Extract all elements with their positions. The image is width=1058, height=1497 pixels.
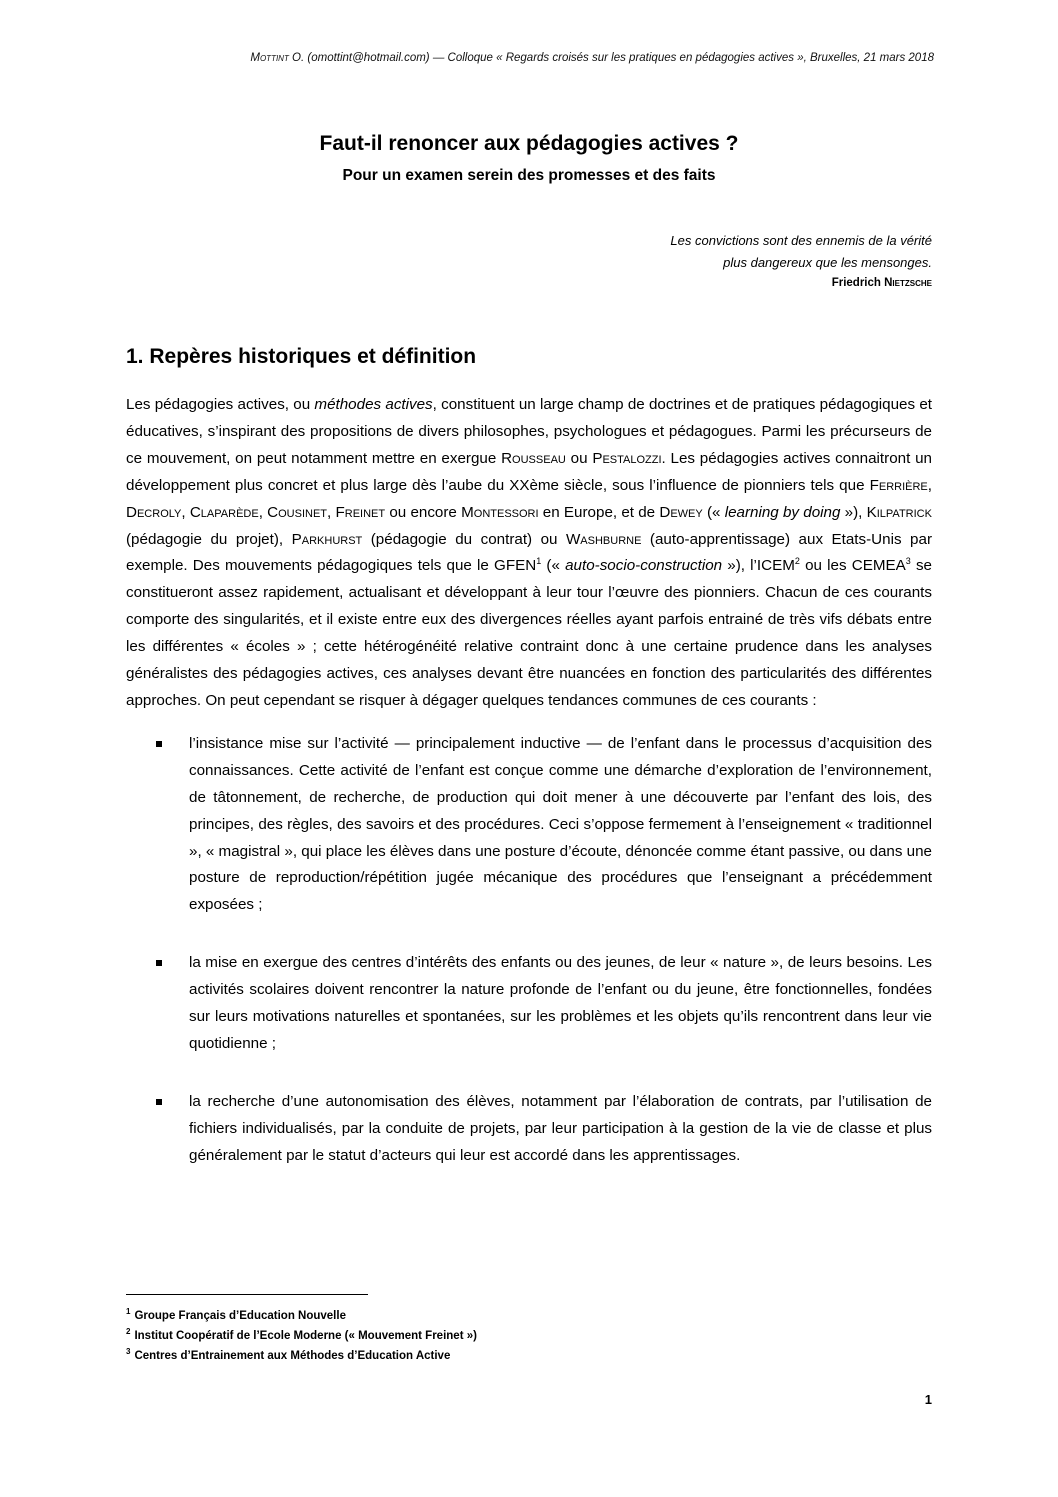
text: ou encore — [385, 503, 462, 521]
section-heading: 1. Repères historiques et définition — [126, 345, 477, 368]
name-montessori: Montessori — [461, 503, 539, 521]
footnote-3 — [126, 1346, 477, 1366]
name-dewey: Dewey — [659, 503, 703, 521]
name-rousseau: Rousseau — [501, 449, 566, 467]
text: (pédagogie du contrat) ou — [362, 530, 566, 548]
list-item — [126, 950, 932, 1058]
name-washburne: Washburne — [565, 530, 642, 548]
epigraph-line-2: plus dangereux que les mensonges. — [723, 255, 932, 270]
text: Les pédagogies actives, ou — [126, 396, 315, 413]
list-item — [126, 731, 932, 919]
section-body — [126, 392, 932, 1201]
footnote-number: 2 — [126, 1327, 131, 1337]
name-cousinet: Cousinet — [267, 503, 328, 521]
footnote-number: 1 — [126, 1307, 131, 1317]
running-header — [250, 52, 934, 64]
text: se constitueront assez rapidement, actualisant et développant à leur tour l’œuvre des pionniers. Chacun de ces courants comporte des singularités, et il existe entre eux des divergences réelles ayant parfois entrainé de très vifs débats entre les différentes « écoles » ; cette hétérogénéité relative contraint donc à une certaine prudence dans les analyses généralistes des pédagogies actives, ces analyses devant être nuancées en fonction des particularités des différentes approches. On peut cependant se risquer à dégager quelques tendances communes de ces courants : — [126, 557, 932, 709]
text: (« — [702, 503, 725, 521]
name-decroly: Decroly — [126, 503, 182, 521]
footnote-1 — [126, 1306, 477, 1326]
footnote-2 — [126, 1326, 477, 1346]
text: (pédagogie du projet), — [126, 530, 292, 548]
page-subtitle: Pour un examen serein des promesses et des faits — [342, 167, 716, 184]
text: en Europe, et de — [538, 503, 660, 521]
name-claparede: Claparède — [189, 503, 259, 521]
footnote-number: 3 — [126, 1347, 131, 1357]
page-number: 1 — [924, 1392, 932, 1407]
epigraph-author-last: Nietzsche — [884, 277, 932, 289]
text-italic: méthodes actives — [314, 396, 433, 413]
text-italic: auto-socio-construction — [565, 557, 723, 575]
footnote-ref-1[interactable]: 1 — [536, 556, 542, 567]
name-ferriere: Ferrière — [869, 476, 928, 494]
text: . Les pédagogies actives connaitront un développement plus concret et plus large dès l’aube du XXème siècle, sous l’influence de pionniers tels que — [126, 449, 932, 494]
text-italic: learning by doing — [724, 503, 841, 521]
header-author-initial: O. — [292, 52, 305, 64]
header-event: — Colloque « Regards croisés sur les pratiques en pédagogies actives », Bruxelles, 21 mars 2018 — [432, 52, 934, 64]
square-bullet-icon — [156, 960, 162, 966]
footnote-ref-2[interactable]: 2 — [794, 556, 800, 567]
name-pestalozzi: Pestalozzi — [592, 449, 662, 467]
epigraph-author — [670, 274, 932, 292]
list-item-text: l’insistance mise sur l’activité — principalement inductive — de l’enfant dans le processus d’acquisition des connaissances. Cette activité de l’enfant est conçue comme une démarche d’exploration de l’environnement, de tâtonnement, de recherche, de production qui doit mener à une découverte par l’enfant des lois, des principes, des règles, des savoirs et des procédures. Ceci s’oppose fermement à l’enseignement « traditionnel », « magistral », qui place les élèves dans une posture d’écoute, dénoncée comme étant passive, ou dans une posture de reproduction/répétition jugée mécanique des procédures que l’enseignant a précédemment exposées ; — [189, 734, 932, 914]
text: , constituent un large champ de doctrines et de pratiques pédagogiques et éducatives, s’inspirant des propositions de divers philosophes, psychologues et pédagogues. Parmi les précurseurs de ce mouvement, on peut notamment mettre en exergue — [126, 396, 932, 467]
footnote-text: Centres d’Entrainement aux Méthodes d’Education Active — [134, 1350, 451, 1362]
footnote-ref-3[interactable]: 3 — [905, 556, 911, 567]
footnote-text: Groupe Français d’Education Nouvelle — [134, 1310, 346, 1322]
header-author: Mottint — [250, 52, 289, 64]
square-bullet-icon — [156, 741, 162, 747]
page-title: Faut-il renoncer aux pédagogies actives ? — [319, 132, 739, 155]
text: »), — [840, 503, 867, 521]
header-email: (omottint@hotmail.com) — [307, 52, 430, 64]
text: ou — [565, 449, 593, 467]
text: (auto-apprentissage) aux Etats-Unis par exemple. Des mouvements pédagogiques tels que le GFEN — [126, 530, 932, 575]
name-parkhurst: Parkhurst — [291, 530, 363, 548]
footnote-text: Institut Coopératif de l’Ecole Moderne (« Mouvement Freinet ») — [134, 1330, 477, 1342]
tendencies-list — [126, 731, 932, 1170]
name-kilpatrick: Kilpatrick — [866, 503, 932, 521]
list-item-text: la recherche d’une autonomisation des élèves, notamment par l’élaboration de contrats, par l’utilisation de fichiers individualisés, par la conduite de projets, par leur participation à la gestion de la vie de classe et plus généralement par le statut d’acteurs qui leur est accordé dans les apprentissages. — [189, 1092, 932, 1164]
epigraph — [670, 230, 932, 292]
text: ou les CEMEA — [799, 557, 906, 575]
name-freinet: Freinet — [335, 503, 386, 521]
footnotes — [126, 1306, 477, 1366]
epigraph-line-1: Les convictions sont des ennemis de la vérité — [670, 233, 932, 248]
list-item — [126, 1089, 932, 1170]
list-item-text: la mise en exergue des centres d’intérêts des enfants ou des jeunes, de leur « nature », de leurs besoins. Les activités scolaires doivent rencontrer la nature profonde de l’enfant ou du jeune, être fonctionnelles, fondées sur leurs motivations naturelles et spontanées, sur les problèmes et les objets qu’ils rencontrent dans leur vie quotidienne ; — [189, 954, 932, 1052]
text: (« — [541, 557, 566, 575]
epigraph-author-first: Friedrich — [831, 277, 881, 289]
square-bullet-icon — [156, 1099, 162, 1105]
intro-paragraph: Les pédagogies actives, ou méthodes actives, constituent un large champ de doctrines et de pratiques pédagogiques et éducatives, s’inspirant des propositions de divers philosophes, psychologues et pédagogues. Parmi les précurseurs de ce mouvement, on peut notamment mettre en exergue Rousseau ou Pestalozzi. Les pédagogies actives connaitront un développement plus concret et plus large dès l’aube du XXème siècle, sous l’influence de pionniers tels que Ferrière, Decroly, Claparède, Cousinet, Freinet ou encore Montessori en Europe, et de Dewey (« learning by doing »), Kilpatrick (pédagogie du projet), Parkhurst (pédagogie du contrat) ou Washburne (auto-apprentissage) aux Etats-Unis par exemple. Des mouvements pédagogiques tels que le GFEN$^1$ (« auto-socio-construction »), l’ICEM$^2$ ou les CEMEA$^3$ se constitueront assez rapidement, actualisant et développant à leur tour l’œuvre des pionniers. Chacun de ces courants comporte des singularités, et il existe entre eux des divergences réelles ayant parfois entrainé de très vifs débats entre les différentes « écoles » ; cette hétérogénéité relative contraint donc à une certaine prudence dans les analyses généralistes des pédagogies actives, ces analyses devant être nuancées en fonction des particularités des différentes approches. On peut cependant se risquer à dégager quelques tendances communes de ces courants : — [126, 396, 932, 709]
text: »), l’ICEM — [722, 557, 795, 575]
footnote-divider — [126, 1294, 368, 1295]
